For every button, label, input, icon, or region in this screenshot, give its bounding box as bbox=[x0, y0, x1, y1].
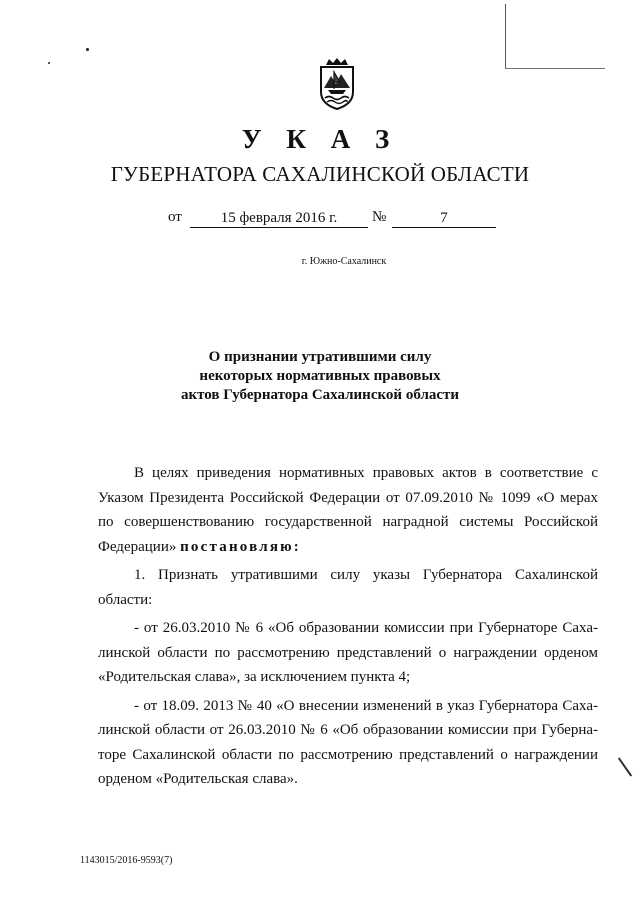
body-line: линской области от 26.03.2010 № 6 «Об образовании комиссии при Губерна- bbox=[98, 722, 598, 738]
decree-title: У К А З bbox=[241, 124, 399, 154]
coat-of-arms-emblem bbox=[318, 58, 356, 110]
body-line: - от 18.09. 2013 № 40 «О внесении изменений в указ Губернатора Саха- bbox=[134, 697, 598, 714]
scan-artifact-mark bbox=[618, 757, 632, 776]
scan-artifact-dot bbox=[48, 62, 50, 64]
decree-number: 7 bbox=[392, 209, 496, 228]
heading-line: некоторых нормативных правовых bbox=[199, 368, 441, 384]
city-label: г. Южно-Сахалинск bbox=[301, 256, 387, 267]
body-line: - от 26.03.2010 № 6 «Об образовании комиссии при Губернаторе Саха- bbox=[134, 620, 598, 636]
body-line: 1. Признать утратившими силу указы Губернатора Сахалинской bbox=[134, 567, 598, 583]
decree-heading bbox=[0, 348, 640, 405]
body-line: области: bbox=[98, 591, 153, 608]
decree-body bbox=[98, 461, 598, 792]
body-line bbox=[98, 535, 598, 560]
body-line: В целях приведения нормативных правовых актов в соответствие с bbox=[134, 465, 598, 481]
body-line: «Родительская слава», за исключением пункта 4; bbox=[98, 669, 411, 685]
body-line: по совершенствованию государственной наградной системы Российской bbox=[98, 514, 598, 530]
scan-artifact-line bbox=[505, 4, 506, 68]
decree-issuer: ГУБЕРНАТОРА САХАЛИНСКОЙ ОБЛАСТИ bbox=[110, 162, 530, 186]
body-line: торе Сахалинской области по рассмотрению представлений о награждении bbox=[98, 746, 598, 763]
body-line: орденом «Родительская слава». bbox=[98, 771, 298, 787]
body-line: линской области по рассмотрению представлений о награждении орденом bbox=[98, 644, 598, 661]
date-prefix: от bbox=[168, 209, 182, 225]
scan-artifact-dot bbox=[86, 48, 89, 51]
heading-line: О признании утратившими силу bbox=[208, 349, 432, 365]
body-text: Федерации» bbox=[98, 538, 177, 555]
scan-artifact-line bbox=[505, 68, 605, 69]
number-sign: № bbox=[372, 209, 387, 225]
decree-keyword: постановляю: bbox=[180, 538, 302, 555]
body-line: Указом Президента Российской Федерации от 07.09.2010 № 1099 «О мерах bbox=[98, 489, 598, 506]
heading-line: актов Губернатора Сахалинской области bbox=[180, 387, 460, 403]
document-code: 1143015/2016-9593(7) bbox=[80, 855, 173, 866]
decree-date: 15 февраля 2016 г. bbox=[190, 209, 368, 228]
